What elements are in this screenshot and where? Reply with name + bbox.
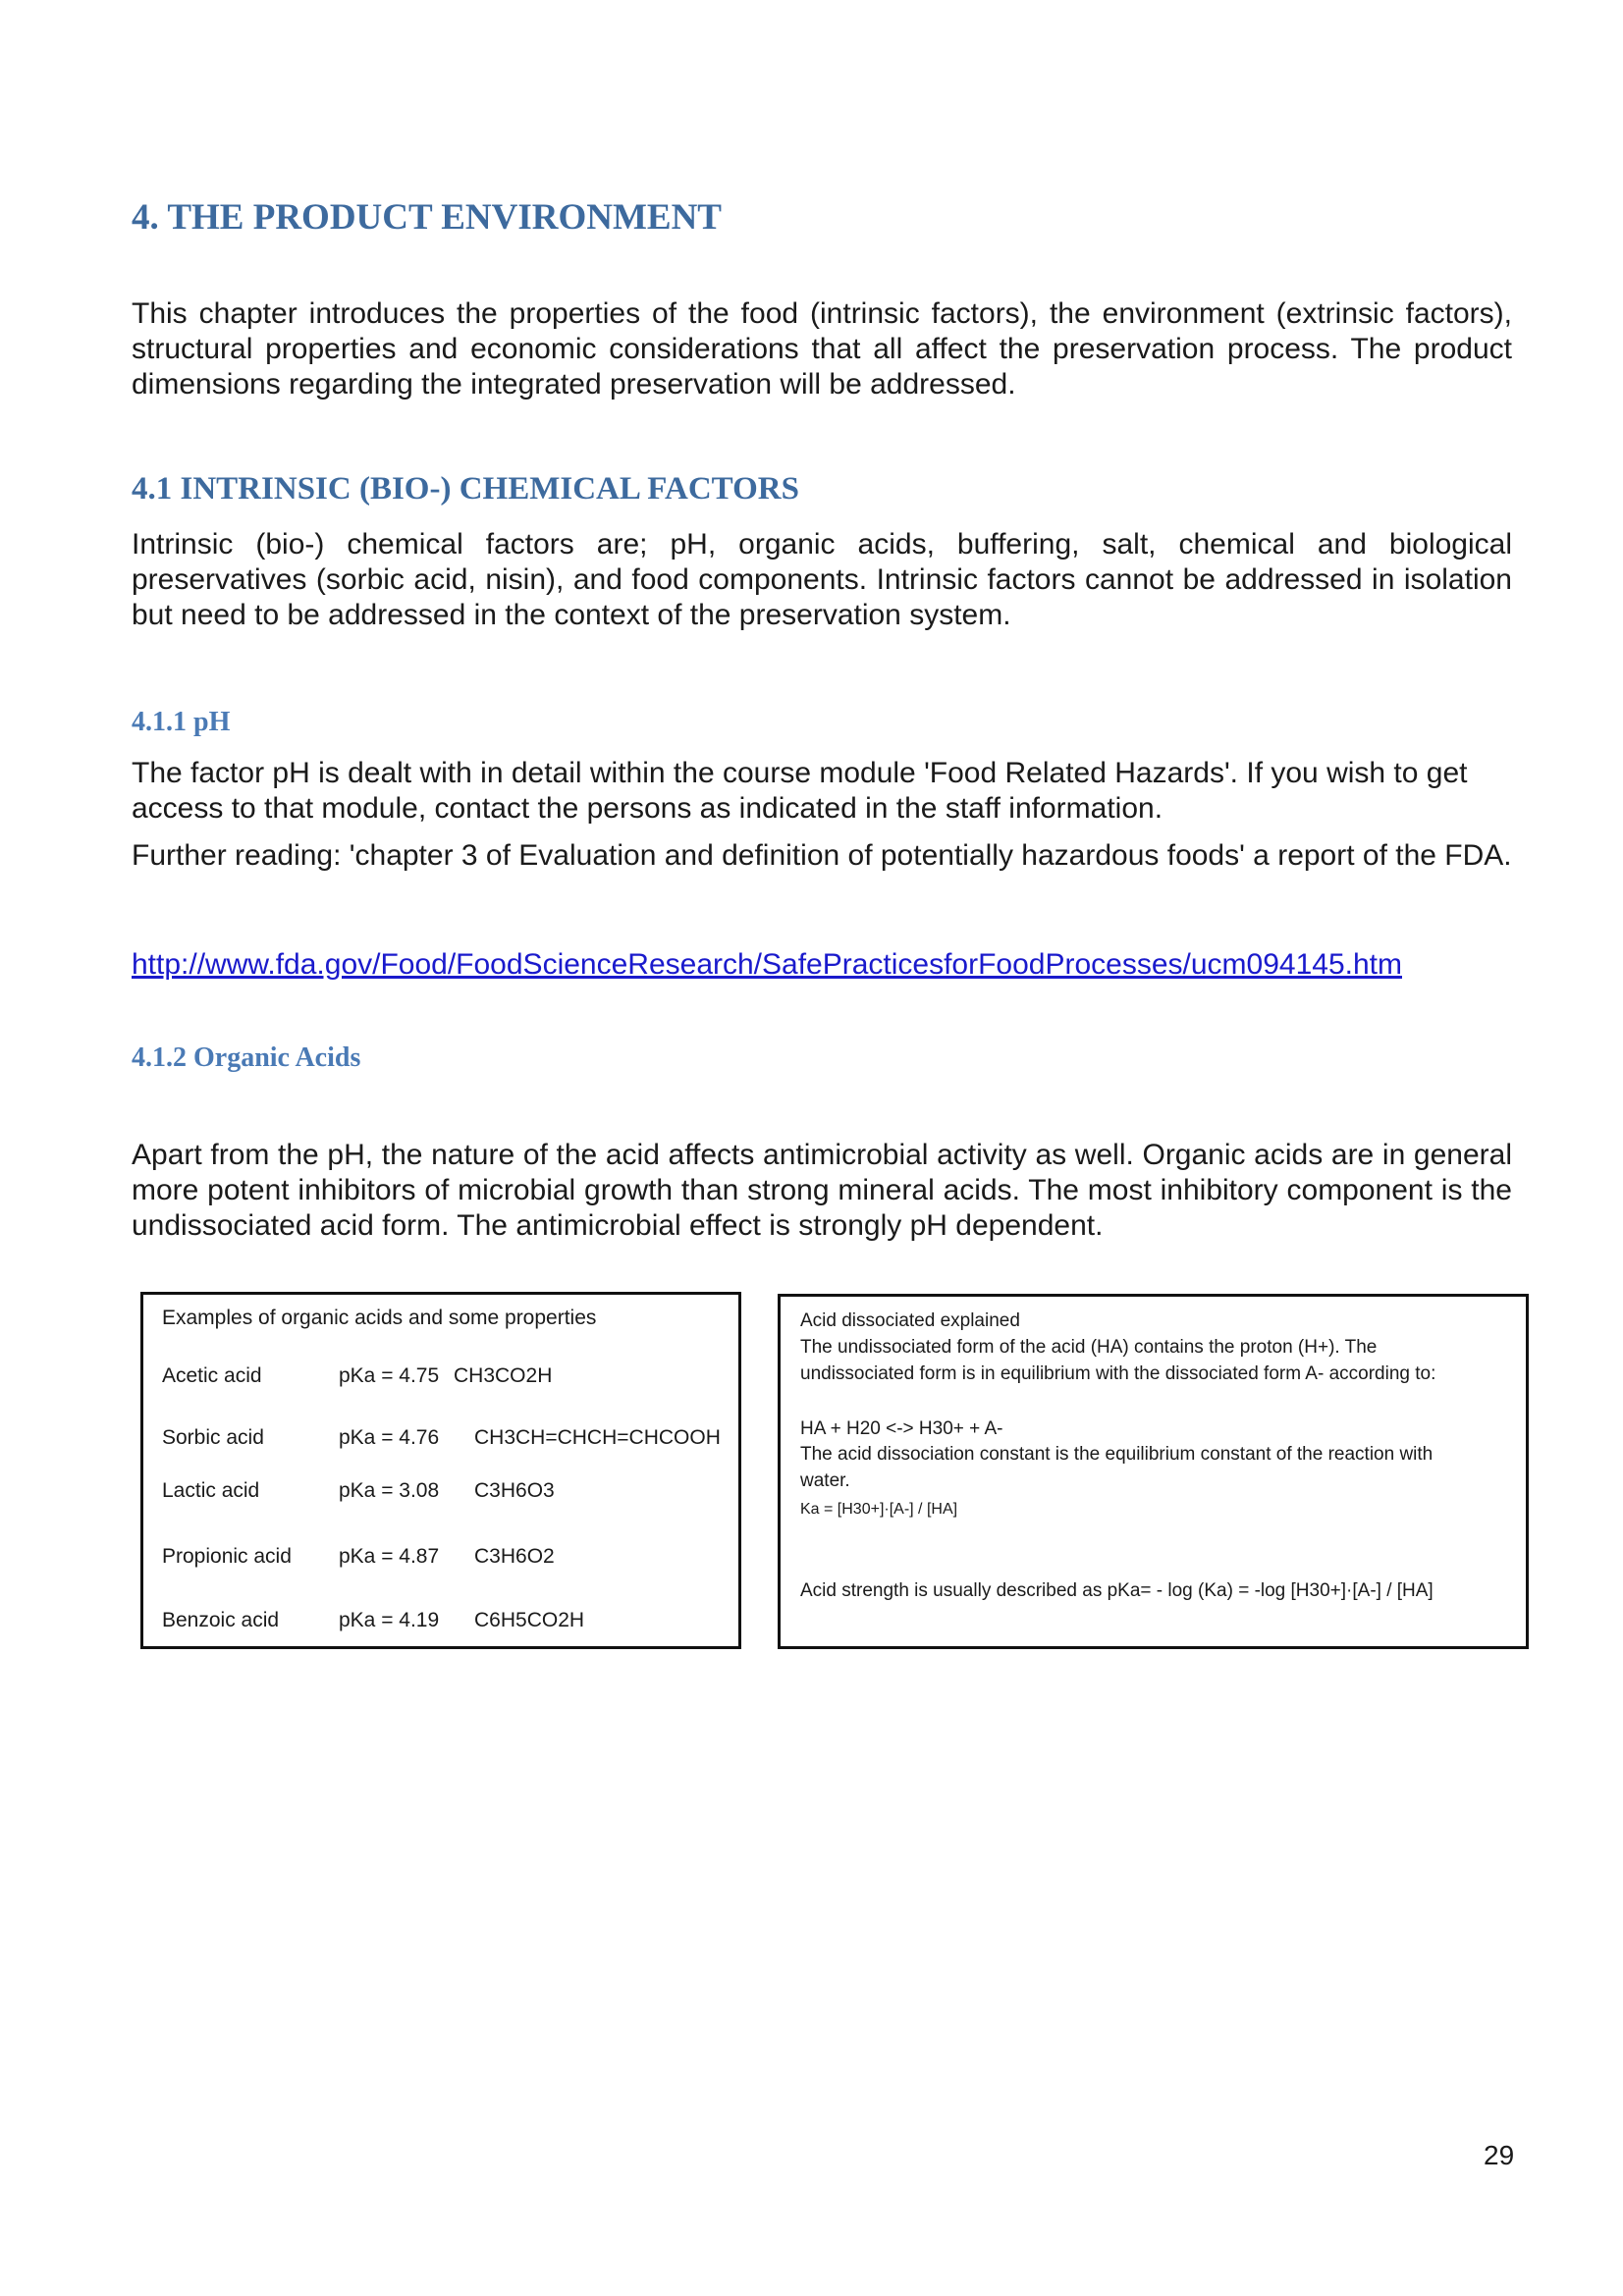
acid-name: Lactic acid (162, 1479, 260, 1502)
acid-pka: pKa = 4.76 (339, 1426, 440, 1449)
intrinsic-paragraph: Intrinsic (bio-) chemical factors are; pH, organic acids, buffering, salt, chemical and biological preservatives (sorbic acid, nisin), and food components. Intrinsic factors cannot be addressed in isolation but need to be addressed in the context of the preservation system. (132, 528, 1512, 631)
dissociation-text: undissociated form is in equilibrium with the dissociated form A- according to: (800, 1363, 1436, 1384)
organic-acids-paragraph: Apart from the pH, the nature of the acid affects antimicrobial activity as well. Organic acids are in general more potent inhibitors of microbial growth than strong mineral acids. The most inhibitory component is the undissociated acid form. The antimicrobial effect is strongly pH dependent. (132, 1139, 1512, 1242)
intro-paragraph: This chapter introduces the properties of the food (intrinsic factors), the environment (extrinsic factors), structural properties and economic considerations that all affect the preservation process. The product dimensions regarding the integrated preservation will be addressed. (132, 297, 1512, 400)
acid-pka: pKa = 4.75 (339, 1364, 440, 1387)
dissociation-text: The acid dissociation constant is the equilibrium constant of the reaction with (800, 1444, 1434, 1465)
acid-name: Benzoic acid (162, 1609, 280, 1631)
acid-formula: CH3CO2H (454, 1364, 553, 1387)
acid-row (162, 1609, 731, 1638)
ph-paragraph: The factor pH is dealt with in detail within the course module 'Food Related Hazards'. If you wish to get access to that module, contact the persons as indicated in the staff information. (132, 757, 1468, 825)
acid-pka: pKa = 4.19 (339, 1609, 440, 1631)
dissociation-text: water. (800, 1470, 850, 1491)
section-heading-organic-acids: 4.1.2 Organic Acids (132, 1042, 361, 1073)
page-number: 29 (1484, 2140, 1515, 2170)
acid-pka: pKa = 4.87 (339, 1545, 440, 1568)
page-heading: 4. THE PRODUCT ENVIRONMENT (132, 197, 722, 238)
dissociation-reaction: HA + H20 <-> H30+ + A- (800, 1418, 1003, 1439)
fda-link[interactable]: http://www.fda.gov/Food/FoodScienceResearch/SafePracticesforFoodProcesses/ucm094145.htm (132, 948, 1402, 981)
acid-dissociation-box (778, 1294, 1529, 1649)
acid-row (162, 1545, 731, 1575)
organic-acids-box (140, 1292, 741, 1649)
acid-formula: CH3CH=CHCH=CHCOOH (474, 1426, 721, 1449)
acid-row (162, 1479, 731, 1509)
acid-name: Sorbic acid (162, 1426, 264, 1449)
section-heading-ph: 4.1.1 pH (132, 707, 231, 737)
acid-name: Propionic acid (162, 1545, 292, 1568)
acid-strength-text: Acid strength is usually described as pKa= - log (Ka) = -log [H30+]·[A-] / [HA] (800, 1580, 1434, 1601)
acid-row (162, 1364, 731, 1394)
dissociation-text: The undissociated form of the acid (HA) contains the proton (H+). The (800, 1337, 1378, 1358)
section-heading-intrinsic: 4.1 INTRINSIC (BIO-) CHEMICAL FACTORS (132, 471, 799, 507)
ka-formula: Ka = [H30+]·[A-] / [HA] (800, 1501, 958, 1518)
acid-pka: pKa = 3.08 (339, 1479, 440, 1502)
organic-acids-box-title: Examples of organic acids and some properties (162, 1307, 597, 1329)
acid-name: Acetic acid (162, 1364, 262, 1387)
acid-formula: C3H6O3 (474, 1479, 555, 1502)
further-reading-paragraph: Further reading: 'chapter 3 of Evaluation and definition of potentially hazardous foods' a report of the FDA. (132, 839, 1512, 872)
dissociation-box-title: Acid dissociated explained (800, 1310, 1020, 1331)
acid-formula: C3H6O2 (474, 1545, 555, 1568)
acid-row (162, 1426, 731, 1456)
acid-formula: C6H5CO2H (474, 1609, 585, 1631)
